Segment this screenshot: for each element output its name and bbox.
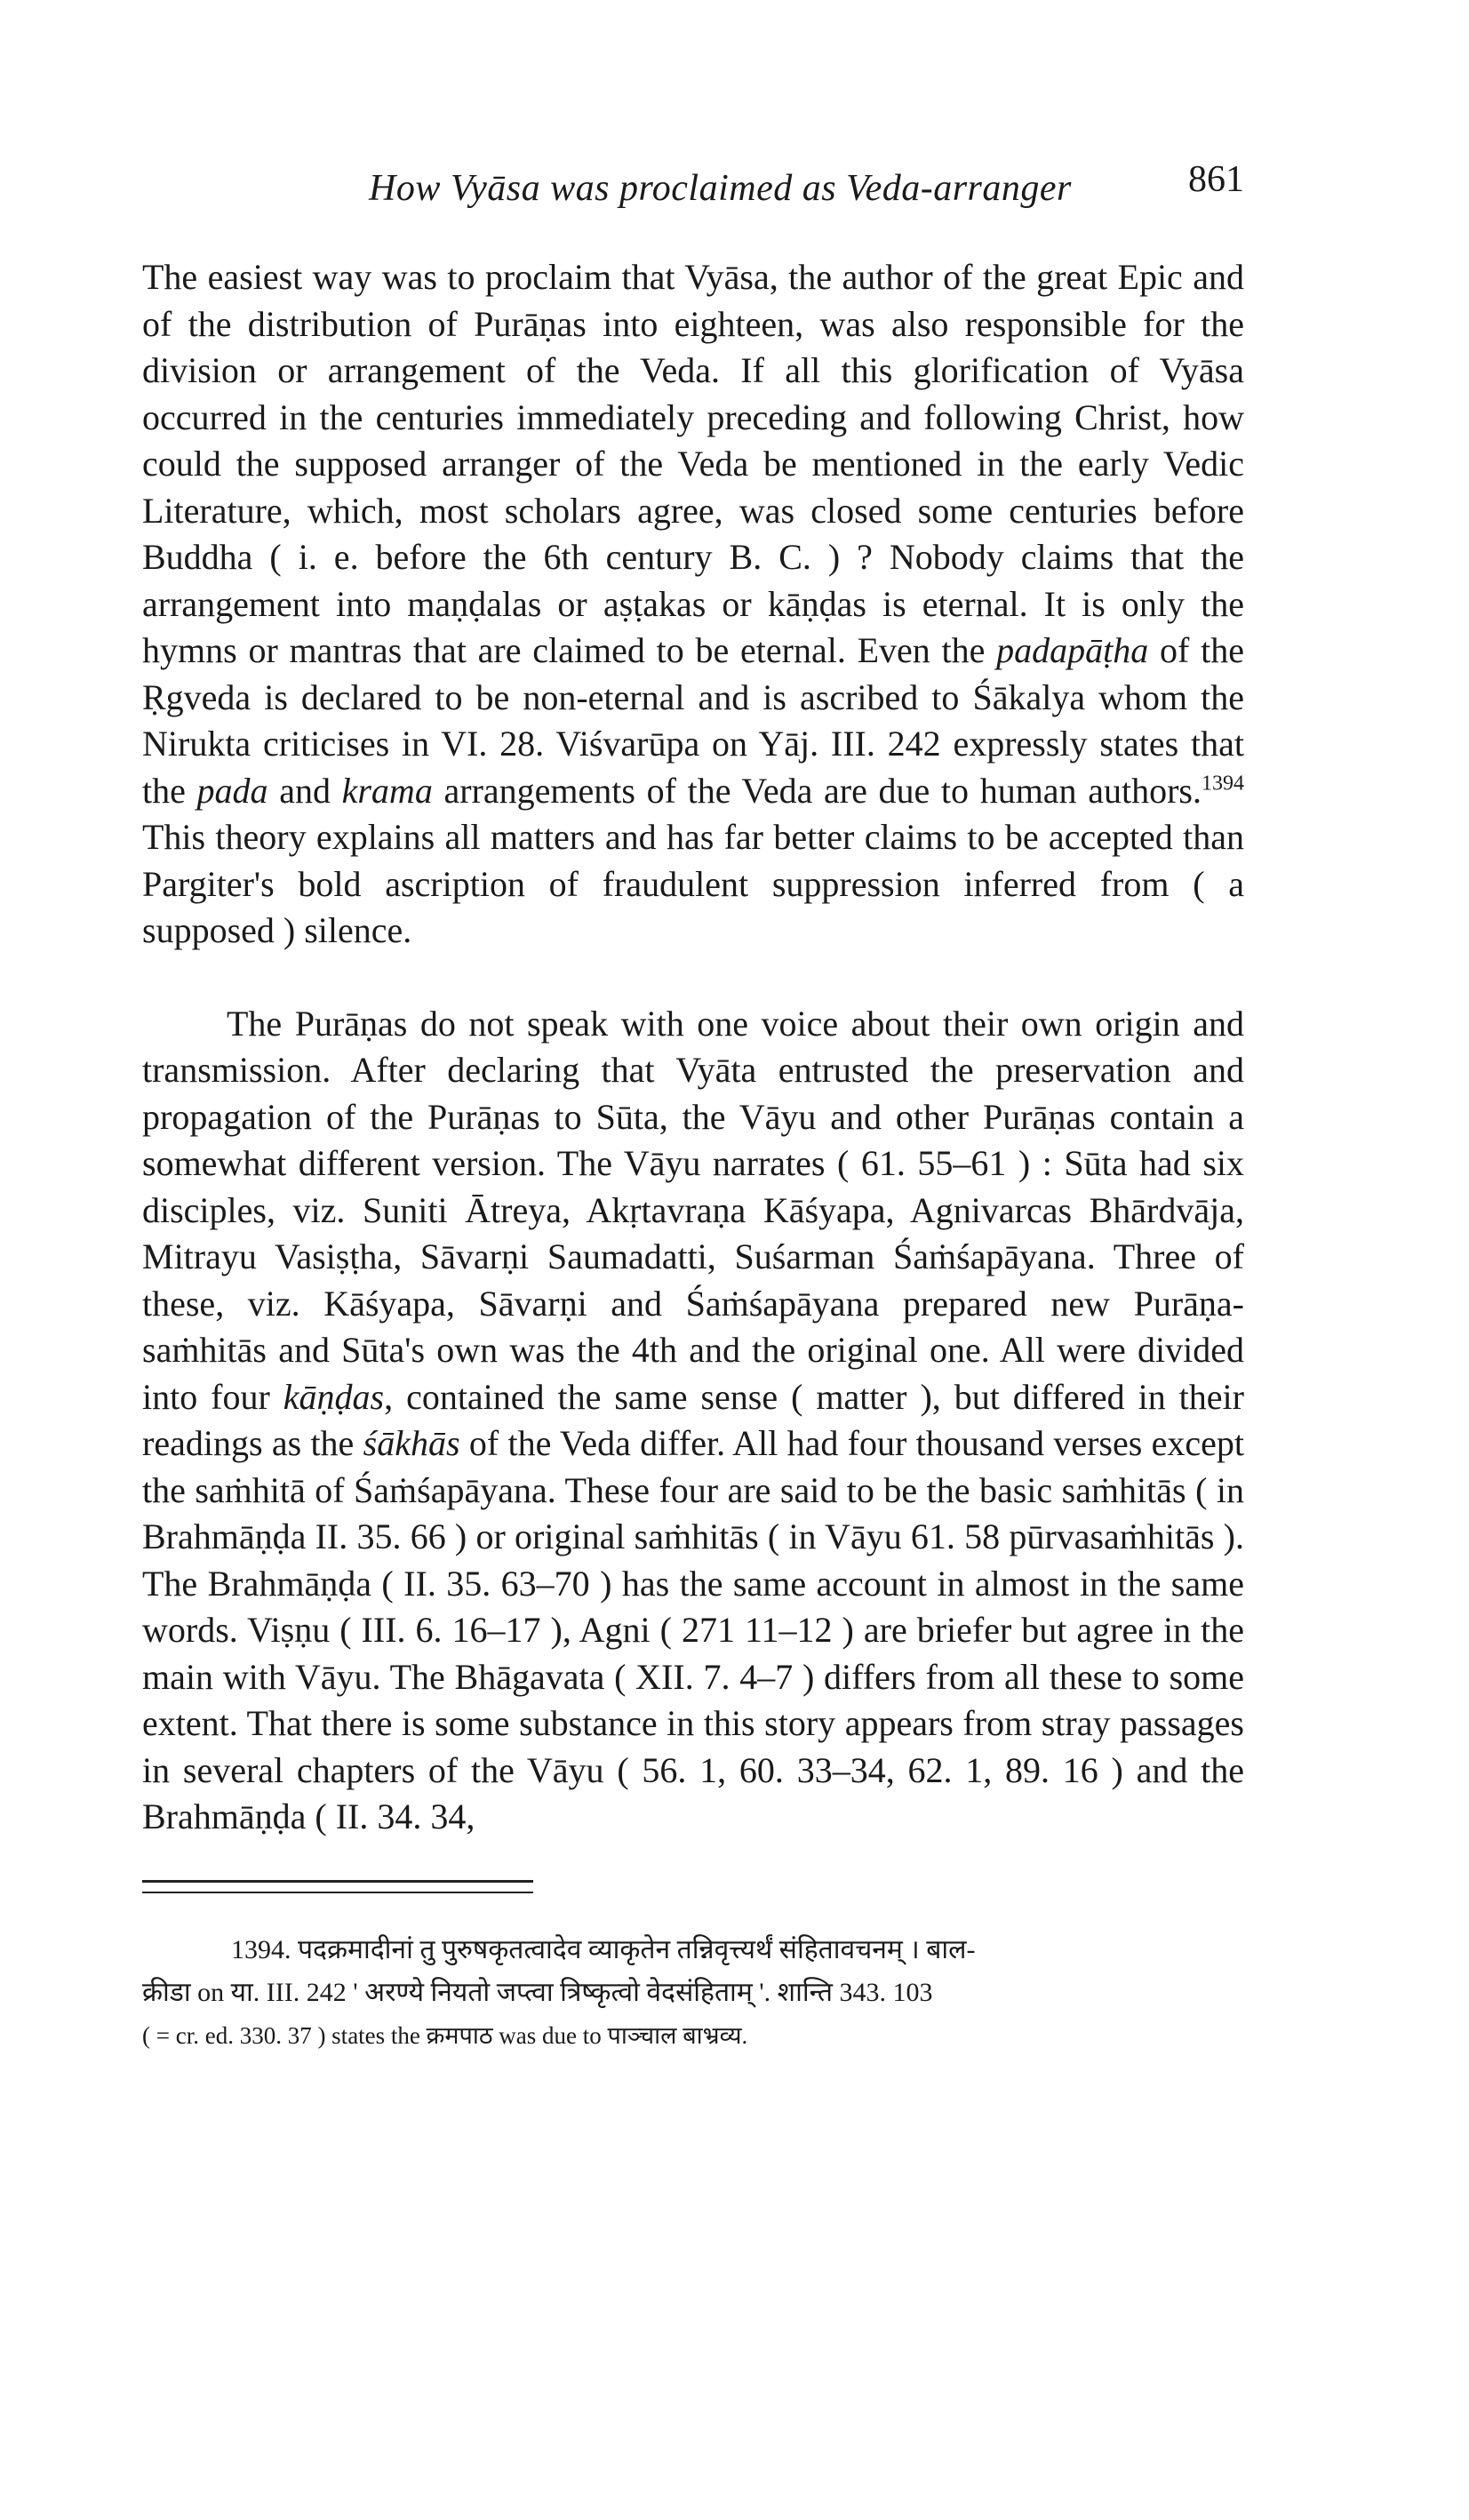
term-sakhas: śākhās xyxy=(363,1423,460,1463)
term-padapatha: padapāṭha xyxy=(996,630,1149,670)
paragraph-2: The Purāṇas do not speak with one voice about their own origin and transmission. After declaring that Vyāta entrusted the preservation and propagation of the Purāṇas to Sūta, the Vāyu and other Purāṇas contain a somewhat different version. The Vāyu narrates ( 61. 55–61 ) : Sūta had six disciples, viz. Suniti Ātreya, Akṛtavraṇa Kāśyapa, Agnivarcas Bhārdvāja, Mitrayu Vasiṣṭha, Sāvarṇi Saumadatti, Suśarman Śaṁśapāyana. Three of these, viz. Kāśyapa, Sāvarṇi and Śaṁśapāyana prepared new Purāṇa-saṁhitās and Sūta's own was the 4th and the original one. All were divided into four kāṇḍas, contained the same sense ( matter ), but differed in their readings as the śākhās of the Veda differ. All had four thousand verses except the saṁhitā of Śaṁśapāyana. These four are said to be the basic saṁhitās ( in Brahmāṇḍa II. 35. 66 ) or original saṁhitās ( in Vāyu 61. 58 pūrvasaṁhitās ). The Brahmāṇḍa ( II. 35. 63–70 ) has the same account in almost in the same words. Viṣṇu ( III. 6. 16–17 ), Agni ( 271 11–12 ) are briefer but agree in the main with Vāyu. The Bhāgavata ( XII. 7. 4–7 ) differs from all these to some extent. That there is some substance in this story appears from stray passages in several chapters of the Vāyu ( 56. 1, 60. 33–34, 62. 1, 89. 16 ) and the Brahmāṇḍa ( II. 34. 34, xyxy=(142,1003,1244,1836)
body-text xyxy=(142,254,1244,1841)
footnote-divider xyxy=(142,1880,533,1883)
paragraph-1: The easiest way was to proclaim that Vyāsa, the author of the great Epic and of the distribution of Purāṇas into eighteen, was also responsible for the division or arrangement of the Veda. If all this glorification of Vyāsa occurred in the centuries immediately preceding and following Christ, how could the supposed arranger of the Veda be mentioned in the early Vedic Literature, which, most scholars agree, was closed some centuries before Buddha ( i. e. before the 6th century B. C. ) ? Nobody claims that the arrangement into maṇḍalas or aṣṭakas or kāṇḍas is eternal. It is only the hymns or mantras that are claimed to be eternal. Even the padapāṭha of the Ṛgveda is declared to be non-eternal and is ascribed to Śākalya whom the Nirukta criticises in VI. 28. Viśvarūpa on Yāj. III. 242 expressly states that the pada and krama arrangements of the Veda are due to human authors.$^{1394}$ This theory explains all matters and has far better claims to be accepted than Pargiter's bold ascription of fraudulent suppression inferred from ( a supposed ) silence. xyxy=(142,257,1245,950)
page-header xyxy=(142,151,1244,222)
term-pada: pada xyxy=(196,770,268,811)
footnote-1394 xyxy=(142,1929,1244,2057)
term-kandas: kāṇḍas xyxy=(283,1376,385,1417)
term-krama: krama xyxy=(341,770,433,811)
footnote-marker: 1394 xyxy=(1201,772,1244,796)
book-page xyxy=(142,151,1244,2057)
footnote-line-1: 1394. पदक्रमादीनां तु पुरुषकृतत्वादेव व्याकृतेन तन्निवृत्त्यर्थं संहितावचनम् । बाल- xyxy=(231,1934,976,1964)
running-title: How Vyāsa was proclaimed as Veda-arranger xyxy=(369,168,1072,209)
footnote-divider-thin xyxy=(142,1892,533,1893)
page-number: 861 xyxy=(1188,159,1244,200)
footnote-line-3: ( = cr. ed. 330. 37 ) states the क्रमपाठ was due to पाञ्चाल बाभ्रव्य. xyxy=(142,2021,748,2049)
footnote-line-2: क्रीडा on या. III. 242 ' अरण्ये नियतो जप्त्वा त्रिष्कृत्वो वेदसंहिताम् '. शान्ति 343. 103 xyxy=(142,1977,933,2007)
